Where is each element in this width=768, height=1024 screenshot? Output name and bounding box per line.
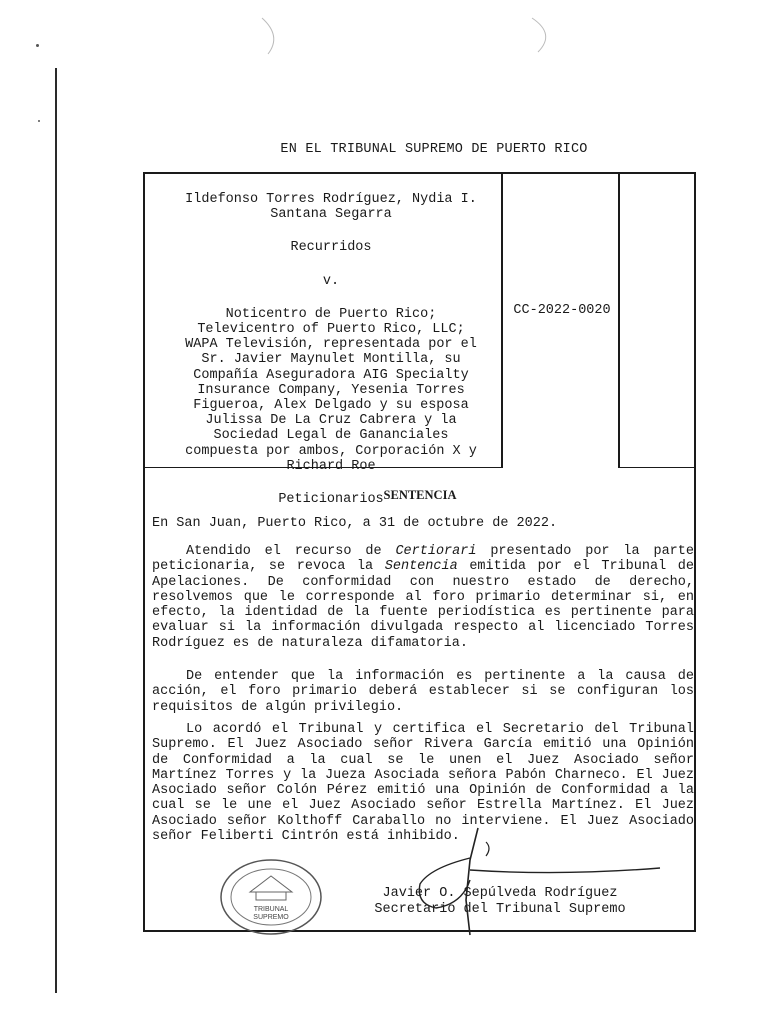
respondent-line: Santana Segarra <box>270 207 392 223</box>
scan-speck <box>36 44 39 47</box>
paragraph-certification: Lo acordó el Tribunal y certifica el Secretario del Tribunal Supremo. El Juez Asociado señor Rivera García emitió una Opinión de Conformidad a la cual se le unen el Juez Asociado señor Martínez Torres y la Jueza Asociada señora Pabón Charneco. El Juez Asociado señor Colón Pérez emitió una Opinión de Conformidad a la cual se le une el Juez Asociado señor Estrella Martínez. El Juez Asociado señor Kolthoff Caraballo no interviene. El Juez Asociado señor Feliberti Cintrón está inhibido. <box>152 722 694 845</box>
petitioner-line: WAPA Televisión, representada por el <box>185 337 477 353</box>
petitioner-line: Julissa De La Cruz Cabrera y la <box>205 413 457 429</box>
petitioner-line: Compañía Aseguradora AIG Specialty <box>193 367 469 383</box>
caption-parties <box>163 192 499 507</box>
petitioner-line: Insurance Company, Yesenia Torres <box>197 382 465 398</box>
italic-term: Sentencia <box>384 559 458 575</box>
caption-rule <box>620 467 694 468</box>
respondents-role: Recurridos <box>290 240 372 256</box>
seal-text: TRIBUNAL <box>253 906 289 913</box>
petitioner-line: Noticentro de Puerto Rico; <box>225 306 437 322</box>
signatory-name: Javier O. Sepúlveda Rodríguez <box>382 886 618 901</box>
document-heading: SENTENCIA <box>383 488 457 502</box>
court-seal-icon <box>218 858 324 936</box>
petitioners-role: Peticionarios <box>278 492 384 508</box>
petitioner-line: Figueroa, Alex Delgado y su esposa <box>193 398 469 414</box>
scan-margin-line <box>55 68 57 993</box>
petitioner-line: compuesta por ambos, Corporación X y <box>185 443 477 459</box>
italic-term: Certiorari <box>395 544 477 559</box>
scan-speck <box>38 120 40 122</box>
petitioner-line: Sociedad Legal de Gananciales <box>213 428 449 444</box>
date-line: En San Juan, Puerto Rico, a 31 de octubre de 2022. <box>152 516 558 531</box>
paragraph-ruling: Atendido el recurso de Certiorari presentado por la parte peticionaria, se revoca la Sentencia emitida por el Tribunal de Apelaciones. De conformidad con nuestro estado de derecho, resolvemos que le corresponde al foro primario determinar si, en efecto, la identidad de la fuente periodística es pertinente para evaluar si la información divulgada respecto al licenciado Torres Rodríguez es de naturaleza difamatoria. <box>152 544 694 651</box>
court-title: EN EL TRIBUNAL SUPREMO DE PUERTO RICO <box>280 142 588 157</box>
respondent-line: Ildefonso Torres Rodríguez, Nydia I. <box>185 192 477 207</box>
paragraph-instruction: De entender que la información es pertinente a la causa de acción, el foro primario deberá establecer si se configuran los requisitos de algún privilegio. <box>152 669 694 715</box>
petitioner-line: Televicentro of Puerto Rico, LLC; <box>197 322 465 338</box>
signatory-title: Secretario del Tribunal Supremo <box>374 902 626 917</box>
case-number: CC-2022-0020 <box>513 303 611 318</box>
seal-text: SUPREMO <box>253 914 289 921</box>
petitioner-line: Sr. Javier Maynulet Montilla, su <box>201 352 461 368</box>
caption-case-box <box>503 172 620 468</box>
petitioner-line: Richard Roe <box>286 458 376 474</box>
versus: v. <box>322 273 340 289</box>
signature-block <box>350 886 650 918</box>
